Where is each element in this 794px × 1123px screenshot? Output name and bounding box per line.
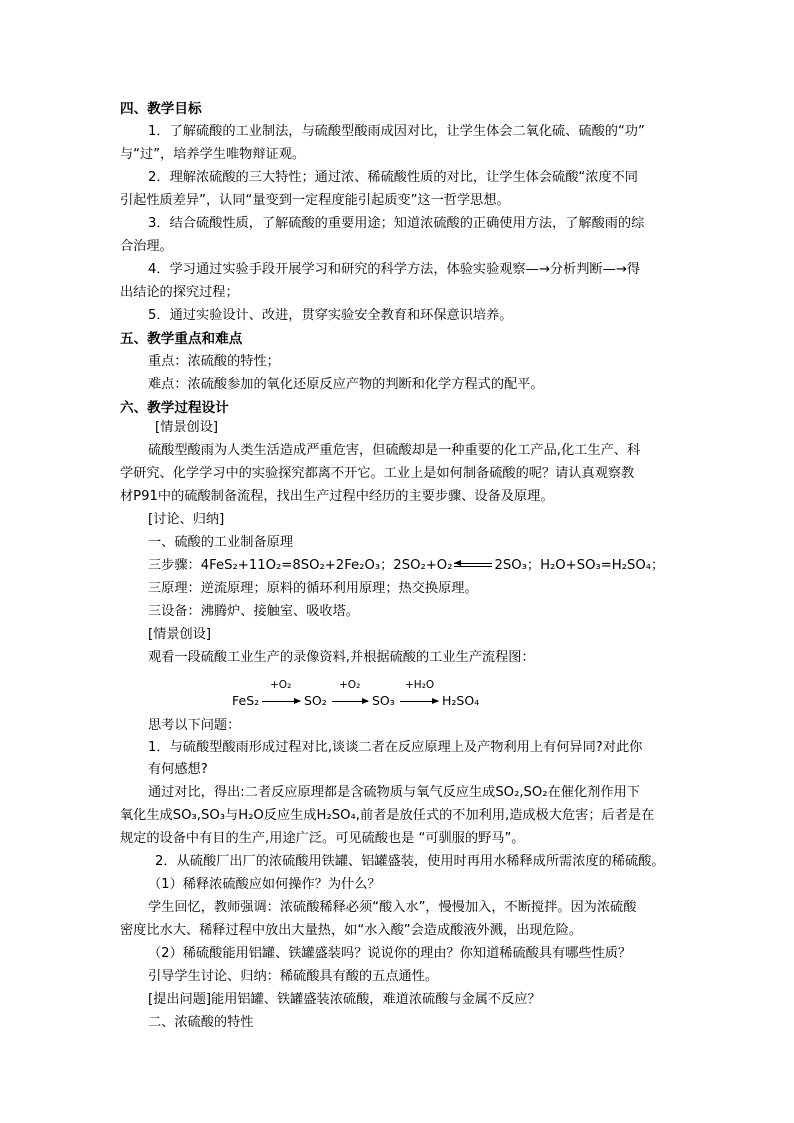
think-line: 思考以下问题： xyxy=(148,718,241,733)
goal-line: 出结论的探究过程； xyxy=(120,285,239,300)
three-steps-line xyxy=(148,557,664,575)
heading-process-design: 六、教学过程设计 xyxy=(120,400,229,416)
arrow-icon xyxy=(332,701,368,702)
paragraph-line: 材P91中的硫酸制备流程，找出生产过程中经历的主要步骤、设备及原理。 xyxy=(120,489,554,504)
discuss-label: [讨论、归纳] xyxy=(148,512,225,527)
answer-line: 密度比水大、稀释过程中放出大量热，如“水入酸”会造成酸液外溅，出现危险。 xyxy=(120,923,583,938)
goal-line: 1．了解硫酸的工业制法，与硫酸型酸雨成因对比，让学生体会二氧化硫、硫酸的“功” xyxy=(148,124,645,139)
answer-line: 氧化生成SO₃,SO₃与H₂O反应生成H₂SO₄,前者是放任式的不加利用,造成极大危害；后者是在 xyxy=(120,808,655,823)
answer-line: 通过对比，得出:二者反应原理都是含硫物质与氧气反应生成SO₂,SO₂在催化剂作用下 xyxy=(148,785,640,800)
difficulty-line: 难点：浓硫酸参加的氧化还原反应产物的判断和化学方程式的配平。 xyxy=(148,377,544,392)
three-equipment-line: 三设备：沸腾炉、接触室、吸收塔。 xyxy=(148,604,359,619)
condition-o2: +O₂ xyxy=(270,679,292,691)
scene-label: [情景创设] xyxy=(155,420,219,435)
arrow-icon xyxy=(262,701,300,702)
three-steps-label: 三步骤： xyxy=(148,558,201,573)
goal-line: 5．通过实验设计、改进，贯穿实验安全教育和环保意识培养。 xyxy=(148,308,513,323)
goal-line: 合治理。 xyxy=(120,239,173,254)
goal-line: 2．理解浓硫酸的三大特性；通过浓、稀硫酸性质的对比，让学生体会硫酸“浓度不同 xyxy=(148,170,638,185)
goal-line: 3．结合硫酸性质，了解硫酸的重要用途；知道浓硫酸的正确使用方法，了解酸雨的综 xyxy=(148,216,645,231)
arrow-icon xyxy=(400,701,438,702)
question-line: 1．与硫酸型酸雨形成过程对比,谈谈二者在反应原理上及产物利用上有何异同?对此你 xyxy=(148,740,643,755)
answer-line: 引导学生讨论、归纳：稀硫酸具有酸的五点通性。 xyxy=(148,969,439,984)
scene-label: [情景创设] xyxy=(148,627,212,642)
paragraph-line: 硫酸型酸雨为人类生活造成严重危害，但硫酸却是一种重要的化工产品,化工生产、科 xyxy=(148,443,641,458)
species-h2so4: H₂SO₄ xyxy=(442,693,480,708)
watch-line: 观看一段硫酸工业生产的录像资料,并根据硫酸的工业生产流程图： xyxy=(148,650,535,665)
equation-part: 2SO₃；H₂O+SO₃=H₂SO₄； xyxy=(494,558,665,573)
heading-key-points: 五、教学重点和难点 xyxy=(120,331,243,347)
answer-line: 学生回忆，教师强调：浓硫酸稀释必须“酸入水”，慢慢加入，不断搅拌。因为浓硫酸 xyxy=(148,900,637,915)
subheading-industrial-principle: 一、硫酸的工业制备原理 xyxy=(148,535,294,550)
reaction-flow-diagram xyxy=(232,679,492,713)
species-so3: SO₃ xyxy=(372,693,395,708)
species-so2: SO₂ xyxy=(304,693,327,708)
question-line: 2．从硫酸厂出厂的浓硫酸用铁罐、铝罐盛装，使用时再用水稀释成所需浓度的稀硫酸。 xyxy=(155,854,665,869)
goal-line: 与“过”，培养学生唯物辩证观。 xyxy=(120,147,306,162)
subquestion-line: （2）稀硫酸能用铝罐、铁罐盛装吗？说说你的理由？你知道稀硫酸具有哪些性质？ xyxy=(148,946,632,961)
condition-o2: +O₂ xyxy=(339,679,361,691)
subquestion-line: （1）稀释浓硫酸应如何操作？为什么？ xyxy=(148,877,381,892)
subheading-concentrated-acid-properties: 二、浓硫酸的特性 xyxy=(148,1015,254,1030)
three-principles-line: 三原理：逆流原理；原料的循环利用原理；热交换原理。 xyxy=(148,581,478,596)
goal-line: 4．学习通过实验手段开展学习和研究的科学方法，体验实验观察—→分析判断—→得 xyxy=(148,262,641,277)
answer-line: 规定的设备中有目的生产,用途广泛。可见硫酸也是 “可驯服的野马”。 xyxy=(120,831,525,846)
key-point-line: 重点：浓硫酸的特性； xyxy=(148,354,280,369)
question-line: 有何感想? xyxy=(148,762,208,777)
species-fes2: FeS₂ xyxy=(232,693,260,708)
heading-teaching-goals: 四、教学目标 xyxy=(120,101,202,117)
raise-question-line: [提出问题]能用铝罐、铁罐盛装浓硫酸，难道浓硫酸与金属不反应？ xyxy=(148,992,541,1007)
equation-part: 4FeS₂+11O₂=8SO₂+2Fe₂O₃；2SO₂+O₂ xyxy=(200,558,453,573)
paragraph-line: 学研究、化学学习中的实验探究都离不开它。工业上是如何制备硫酸的呢？请认真观察教 xyxy=(120,466,635,481)
goal-line: 引起性质差异”，认同“量变到一定程度能引起质变”这一哲学思想。 xyxy=(120,193,510,208)
condition-h2o: +H₂O xyxy=(405,679,435,691)
reversible-arrow-icon xyxy=(454,561,492,569)
